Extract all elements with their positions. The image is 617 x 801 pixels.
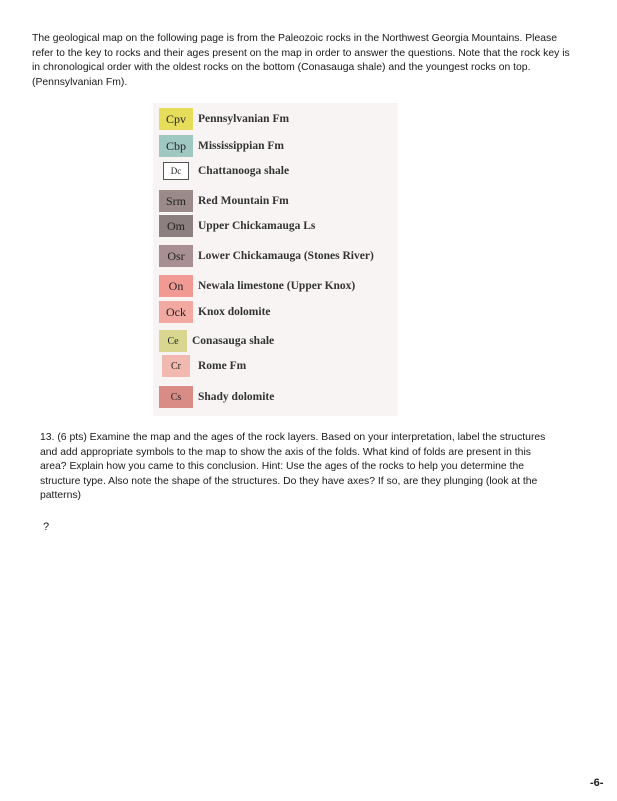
rock-swatch: Dc [163, 162, 189, 180]
rock-label: Upper Chickamauga Ls [198, 220, 316, 232]
rock-swatch: Om [159, 215, 193, 237]
answer-placeholder: ? [43, 521, 50, 533]
rock-label: Lower Chickamauga (Stones River) [198, 250, 374, 262]
rock-label: Newala limestone (Upper Knox) [198, 280, 356, 292]
rock-label: Chattanooga shale [198, 165, 290, 177]
rock-swatch: Cs [159, 386, 193, 408]
rock-key-row [159, 330, 274, 352]
rock-key-row [159, 135, 284, 157]
rock-key [153, 103, 398, 416]
rock-swatch: On [159, 275, 193, 297]
rock-swatch: Ce [159, 330, 187, 352]
rock-key-row [159, 108, 289, 130]
rock-key-row [159, 355, 246, 377]
rock-swatch: Cbp [159, 135, 193, 157]
rock-key-row [159, 301, 271, 323]
rock-label: Mississippian Fm [198, 140, 284, 152]
rock-swatch: Osr [159, 245, 193, 267]
rock-key-row [159, 215, 315, 237]
rock-label: Rome Fm [198, 360, 247, 372]
rock-label: Shady dolomite [198, 391, 275, 403]
rock-swatch: Srm [159, 190, 193, 212]
rock-key-row [159, 160, 289, 182]
rock-label: Red Mountain Fm [198, 195, 289, 207]
rock-key-row [159, 245, 374, 267]
rock-swatch: Cr [162, 355, 190, 377]
rock-label: Knox dolomite [198, 306, 271, 318]
rock-key-row [159, 190, 289, 212]
rock-label: Conasauga shale [192, 335, 275, 347]
rock-swatch: Cpv [159, 108, 193, 130]
rock-swatch: Ock [159, 301, 193, 323]
rock-key-row [159, 275, 355, 297]
question-13: 13. (6 pts) Examine the map and the ages of the rock layers. Based on your interpretation, label the structures and add appropriate symbols to the map to show the axis of the folds. What kind of folds are present in this area? Explain how you came to this conclusion. Hint: Use the ages of the rocks to help you determine the structure type. Also note the shape of the structures. Do they have axes? If so, are they plunging (look at the patterns) [40, 432, 546, 502]
page-number: -6- [590, 777, 604, 789]
rock-key-row [159, 386, 274, 408]
intro-paragraph: The geological map on the following page is from the Paleozoic rocks in the Northwest Georgia Mountains. Please refer to the key to rocks and their ages present on the map in order to answer the questions. Note that the rock key is in chronological order with the oldest rocks on the bottom (Conasauga shale) and the youngest rocks on top. (Pennsylvanian Fm). [32, 33, 570, 88]
rock-label: Pennsylvanian Fm [198, 113, 290, 125]
